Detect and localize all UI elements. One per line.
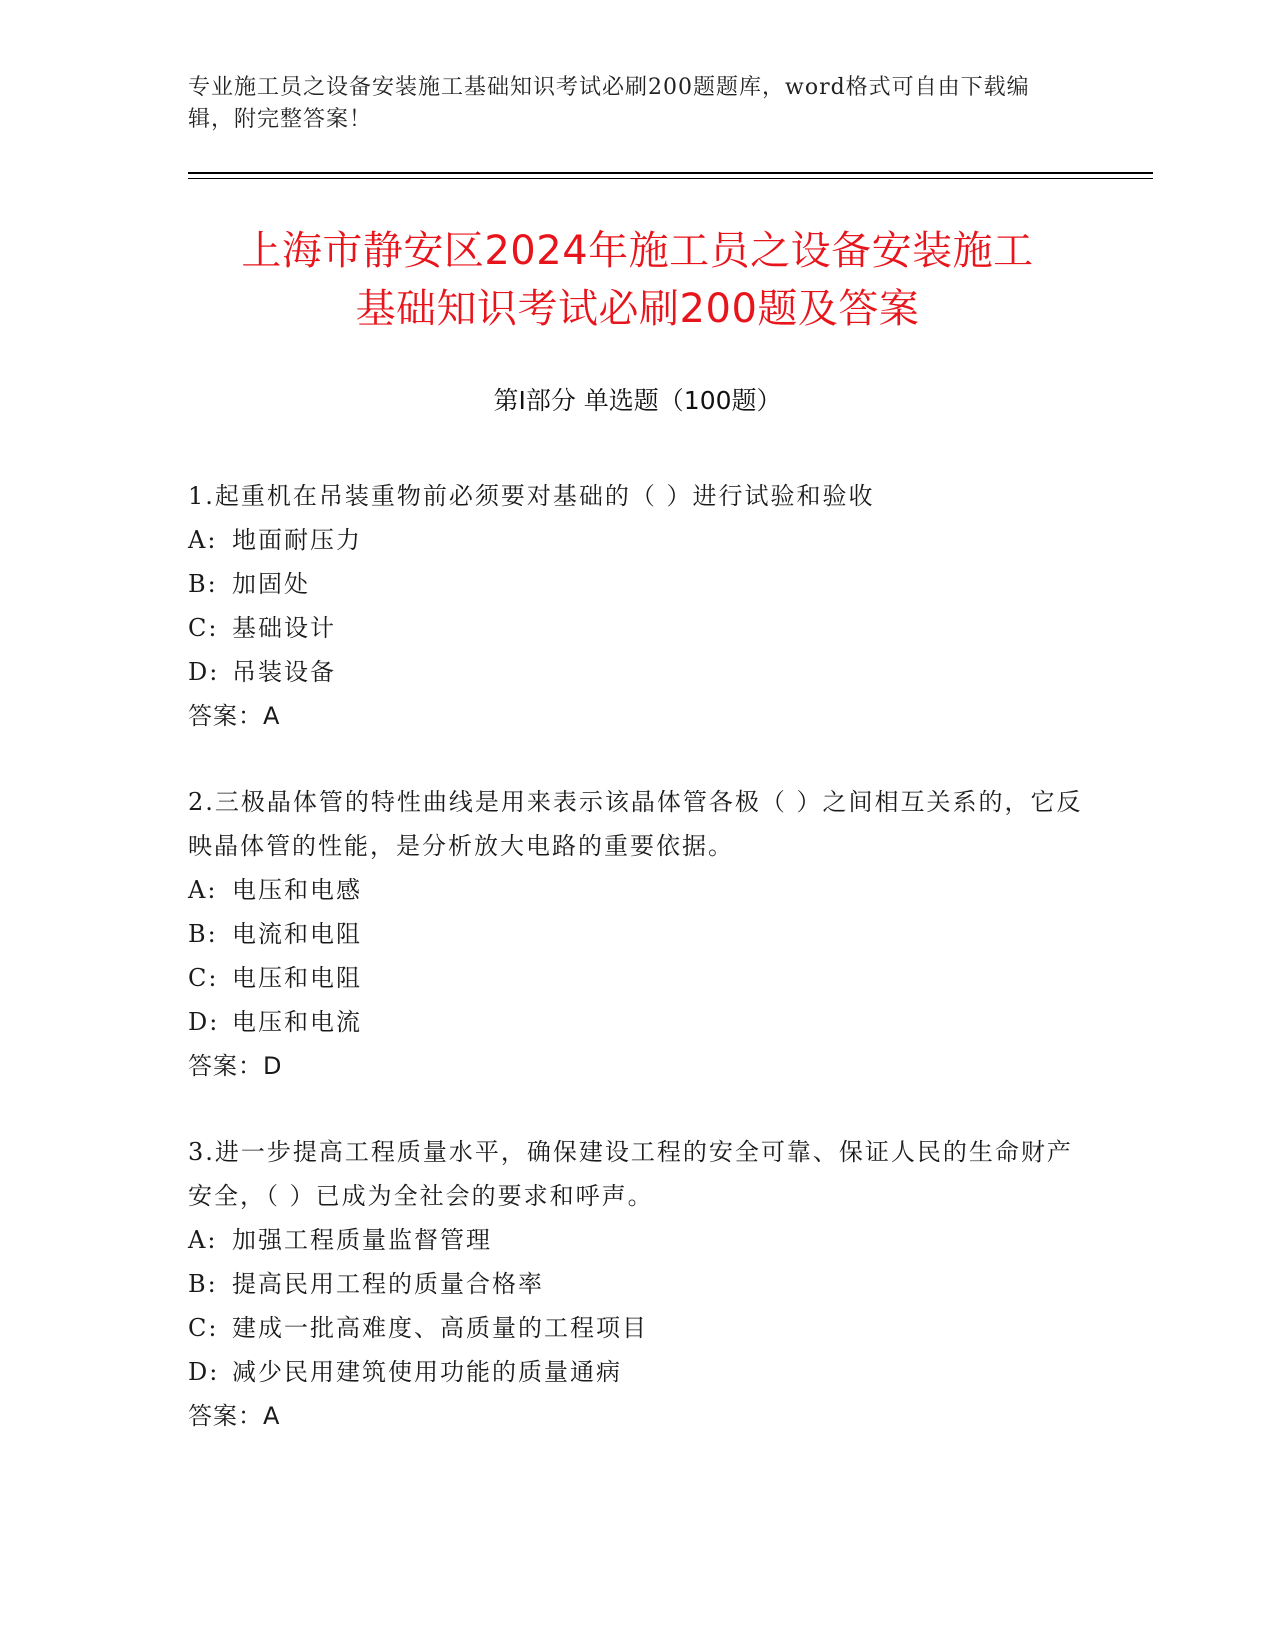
option-key: D: — [188, 1358, 220, 1386]
option-key: A: — [188, 1226, 218, 1254]
option-a — [188, 1218, 1088, 1262]
option-text: 电压和电阻 — [232, 964, 362, 992]
option-c — [188, 606, 1088, 650]
option-c — [188, 1306, 1088, 1350]
option-key: D: — [188, 658, 220, 686]
option-text: 提高民用工程的质量合格率 — [232, 1270, 544, 1298]
option-a — [188, 868, 1088, 912]
option-text: 电压和电流 — [232, 1008, 362, 1036]
option-key: C: — [188, 1314, 219, 1342]
option-text: 电压和电感 — [232, 876, 362, 904]
section-title: 第Ⅰ部分 单选题（100题） — [493, 386, 782, 415]
option-a — [188, 518, 1088, 562]
option-text: 加强工程质量监督管理 — [232, 1226, 492, 1254]
option-d — [188, 1000, 1088, 1044]
answer-line: 答案：D — [188, 1052, 283, 1080]
option-key: A: — [188, 526, 218, 554]
option-text: 建成一批高难度、高质量的工程项目 — [232, 1314, 648, 1342]
document-title-line-1: 上海市静安区2024年施工员之设备安装施工 — [241, 228, 1034, 274]
option-b — [188, 912, 1088, 956]
answer-line: 答案：A — [188, 702, 281, 730]
option-key: C: — [188, 964, 219, 992]
option-key: C: — [188, 614, 219, 642]
option-key: A: — [188, 876, 218, 904]
question-1 — [188, 474, 1088, 738]
header-note: 专业施工员之设备安装施工基础知识考试必刷200题题库，word格式可自由下载编辑，附完整答案！ — [188, 75, 1030, 132]
option-b — [188, 1262, 1088, 1306]
option-text: 减少民用建筑使用功能的质量通病 — [232, 1358, 622, 1386]
option-text: 吊装设备 — [232, 658, 336, 686]
option-d — [188, 650, 1088, 694]
question-stem: 1.起重机在吊装重物前必须要对基础的（ ）进行试验和验收 — [188, 482, 875, 510]
option-text: 电流和电阻 — [232, 920, 362, 948]
header-rule-thick — [188, 172, 1153, 174]
question-stem: 3.进一步提高工程质量水平，确保建设工程的安全可靠、保证人民的生命财产安全，（ ）已成为全社会的要求和呼声。 — [188, 1138, 1073, 1210]
option-text: 基础设计 — [232, 614, 336, 642]
document-title — [150, 222, 1125, 338]
option-text: 加固处 — [232, 570, 310, 598]
question-list — [188, 474, 1088, 1480]
option-b — [188, 562, 1088, 606]
option-key: B: — [188, 1270, 218, 1298]
document-title-line-2: 基础知识考试必刷200题及答案 — [355, 286, 920, 332]
question-stem: 2.三极晶体管的特性曲线是用来表示该晶体管各极（ ）之间相互关系的，它反映晶体管的性能，是分析放大电路的重要依据。 — [188, 788, 1083, 860]
option-key: B: — [188, 570, 218, 598]
answer-line: 答案：A — [188, 1402, 281, 1430]
question-2 — [188, 780, 1088, 1088]
question-3 — [188, 1130, 1088, 1438]
option-d — [188, 1350, 1088, 1394]
option-key: B: — [188, 920, 218, 948]
option-c — [188, 956, 1088, 1000]
option-key: D: — [188, 1008, 220, 1036]
header-rule-thin — [188, 178, 1153, 179]
option-text: 地面耐压力 — [232, 526, 362, 554]
